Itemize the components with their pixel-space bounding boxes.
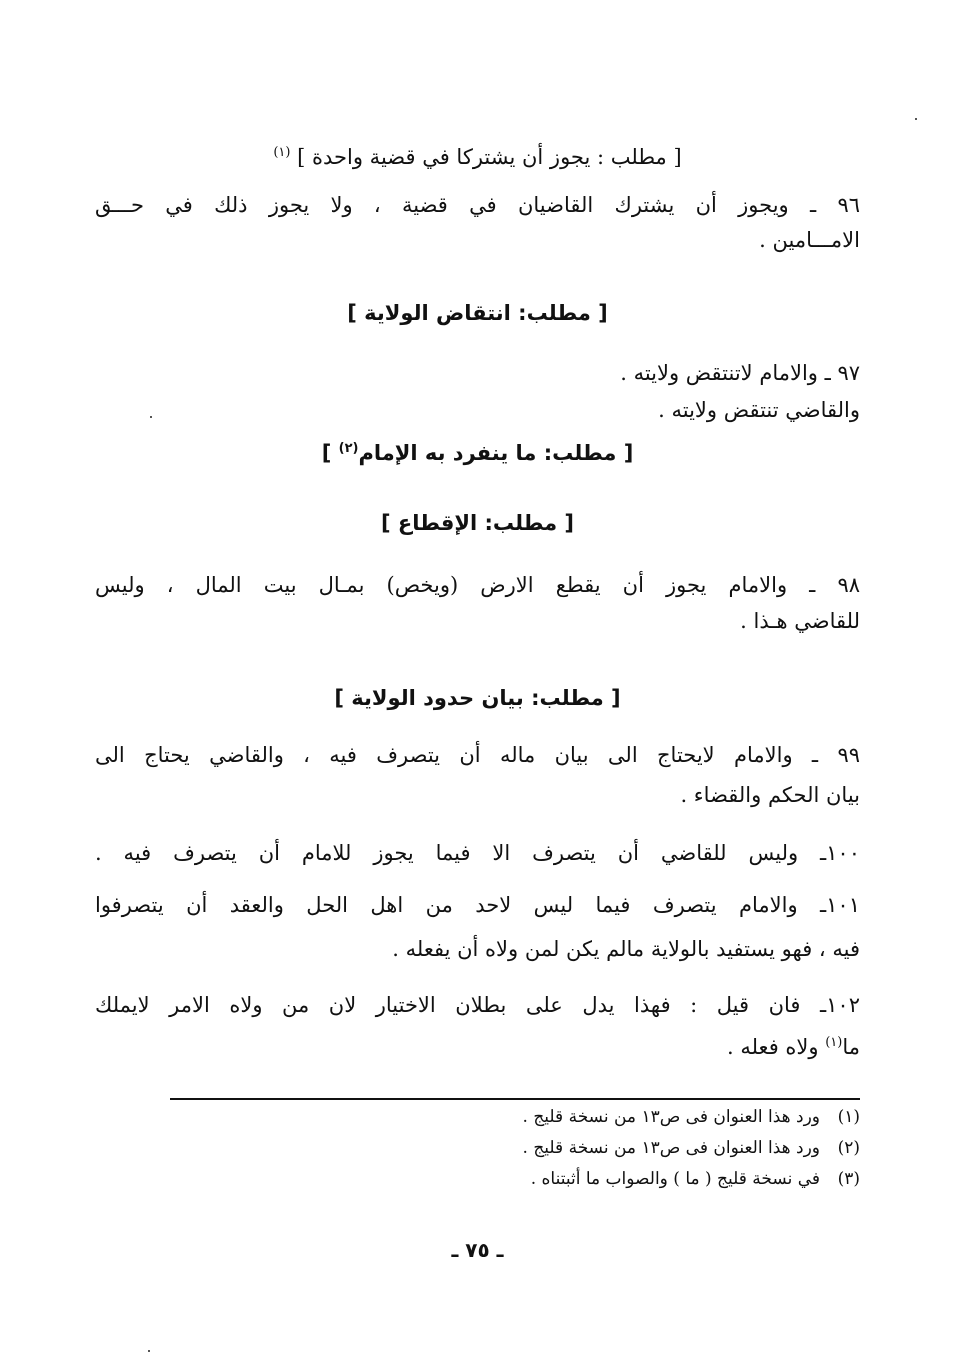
paragraph-97-line-2: والقاضي تنتقض ولايته . (658, 398, 860, 422)
paragraph-101-line-1: ١٠١ـ والامام يتصرف فيما ليس لاحد من اهل الحل والعقد أن يتصرفوا (95, 893, 860, 917)
paragraph-99-line-1: ٩٩ ـ والامام لايحتاج الى بيان ماله أن يتصرف فيه ، والقاضي يحتاج الى (95, 743, 860, 767)
paragraph-100: ١٠٠ـ وليس للقاضي أن يتصرف الا فيما يجوز للامام أن يتصرف فيه . (95, 841, 860, 865)
scan-speck (150, 416, 152, 418)
heading-joint-case: [ مطلب : يجوز أن يشتركا في قضية واحدة ] $^{(١)}$ (273, 145, 682, 169)
paragraph-102-line-1: ١٠٢ـ فان قيل : فهذا يدل على بطلان الاختيار لان من ولاه الامر لايملك (95, 993, 860, 1017)
footnote-ref-3: (١) (825, 1035, 843, 1050)
footnote-ref-2: (٢) (338, 441, 359, 456)
footnote-2-number: (٢) (837, 1138, 860, 1158)
paragraph-101-line-2: فيه ، فهو يستفيد بالولاية مالم يكن لمن ولاه أن يفعله . (392, 937, 860, 961)
footnote-2-text: ورد هذا العنوان فى ص١٣ من نسخة قليج . (522, 1138, 820, 1158)
footnote-1 (200, 1104, 860, 1130)
scan-speck (915, 118, 917, 120)
footnote-separator (170, 1098, 860, 1100)
footnote-1-text: ورد هذا العنوان فى ص١٣ من نسخة قليج . (522, 1107, 820, 1127)
heading-revocation: [ مطلب: انتقاض الولاية ] (347, 301, 608, 325)
footnote-ref-1: (١) (273, 145, 291, 160)
footnote-3 (200, 1166, 860, 1192)
footnote-3-number: (٣) (837, 1169, 860, 1189)
paragraph-97-line-1: ٩٧ ـ والامام لاتنتقض ولايته . (620, 361, 860, 385)
footnote-2 (200, 1135, 860, 1161)
paragraph-98-line-1: ٩٨ ـ والامام يجوز أن يقطع الارض (ويخص) بمـال بيت المال ، وليس (95, 573, 860, 597)
paragraph-96-line-1: ٩٦ ـ ويجوز أن يشترك القاضيان في قضية ، ولا يجوز ذلك في حـــق (95, 193, 860, 217)
page-number: ـ ٧٥ ـ (451, 1238, 504, 1262)
heading-limits: [ مطلب: بيان حدود الولاية ] (334, 686, 621, 710)
paragraph-98-line-2: للقاضي هـذا . (740, 609, 860, 633)
footnote-3-text: في نسخة قليج ( ما ) والصواب ما أثبتناه . (530, 1169, 820, 1189)
footnote-1-number: (١) (837, 1107, 860, 1127)
paragraph-99-line-2: بيان الحكم والقضاء . (680, 783, 860, 807)
scan-speck (148, 1350, 150, 1352)
heading-imam-exclusive: [ مطلب: ما ينفرد به الإمام$^{(٢)}$ ] (321, 441, 634, 465)
paragraph-96-line-2: الامـــامين . (759, 228, 860, 252)
heading-iqta: [ مطلب: الإقطاع ] (380, 511, 575, 535)
paragraph-102-line-2: ما$^{(١)}$ ولاه فعله . (727, 1035, 860, 1059)
